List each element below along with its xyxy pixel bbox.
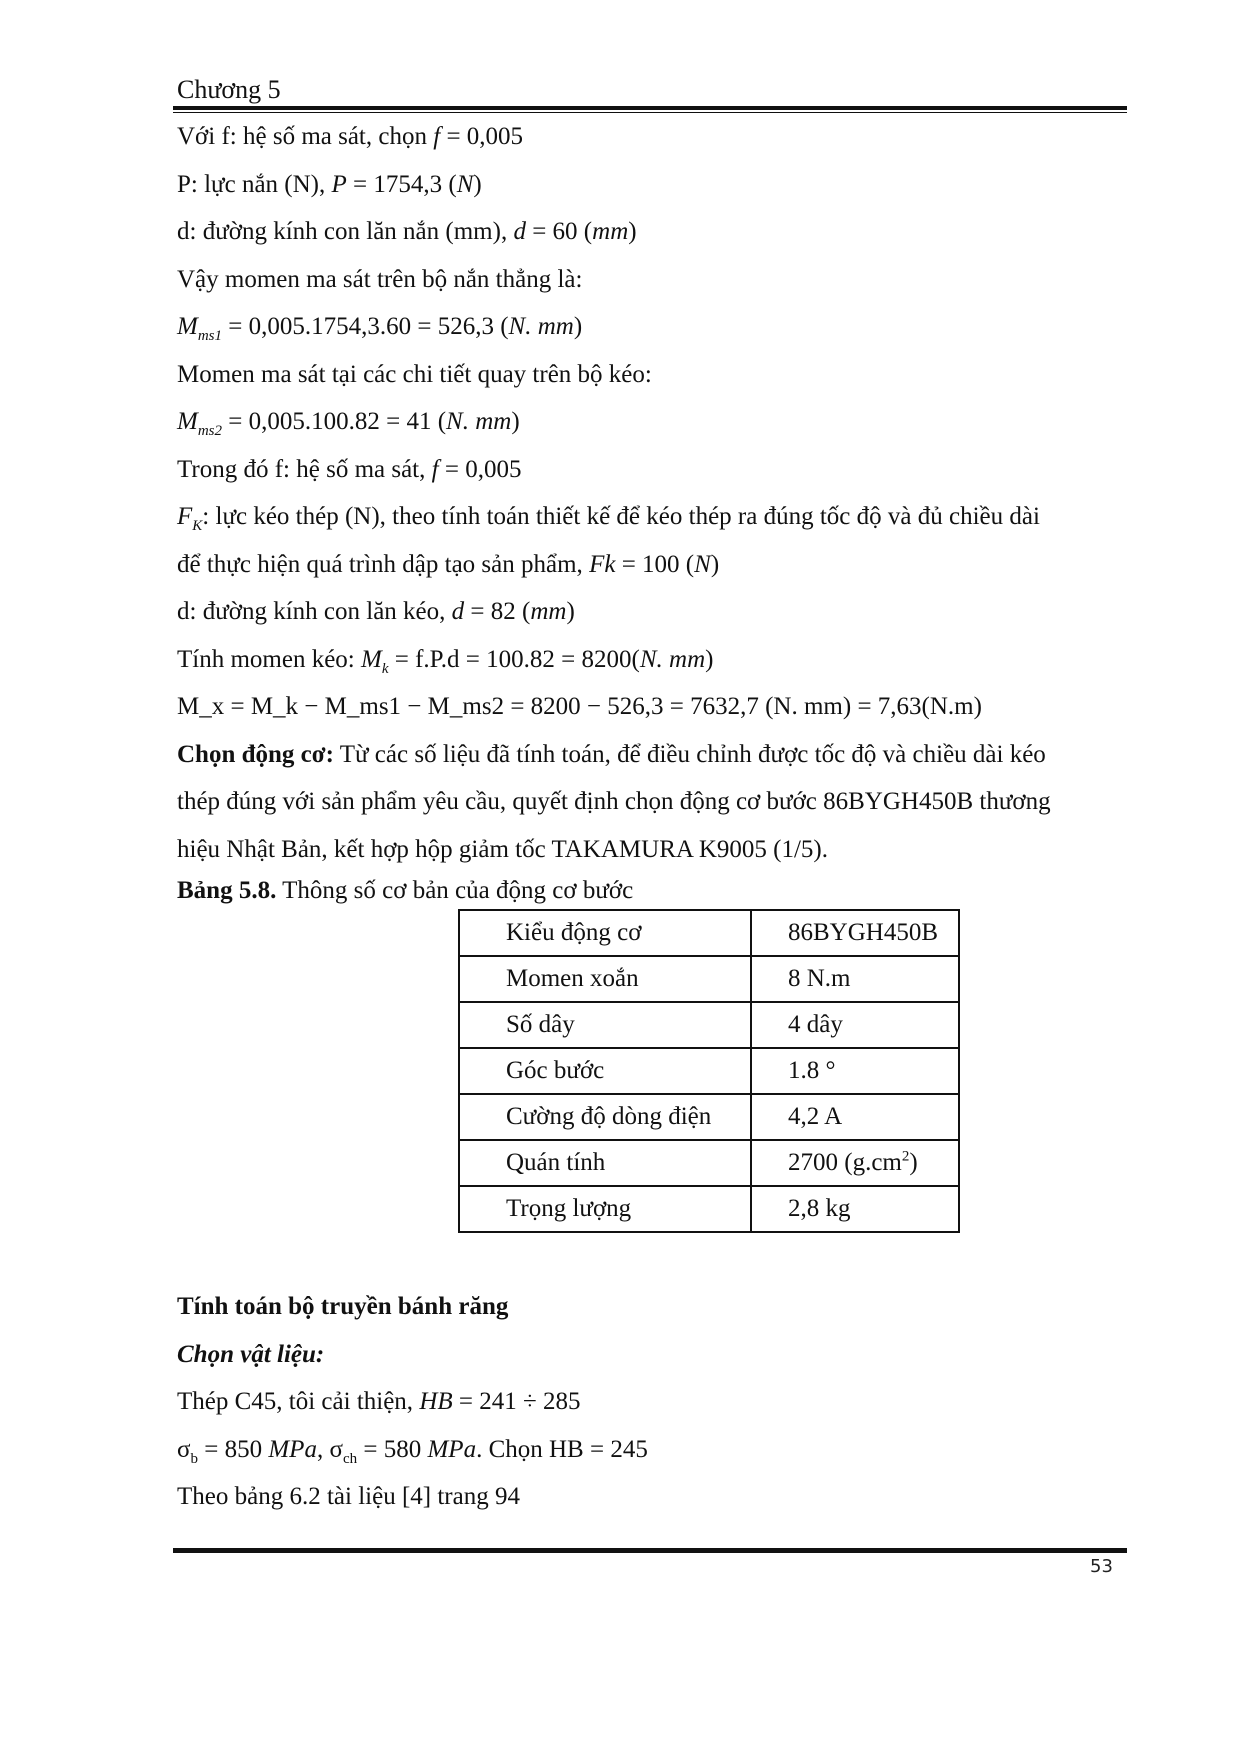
motor-paragraph-line: hiệu Nhật Bản, kết hợp hộp giảm tốc TAKAMURA K9005 (1/5). bbox=[177, 835, 828, 863]
text-line: Trong đó f: hệ số ma sát, f = 0,005 bbox=[177, 455, 522, 483]
formula-mms2: $M_{ms2} = 0,005.100.82 = 41$ (N. mm) bbox=[177, 408, 520, 439]
table-row bbox=[459, 1186, 959, 1232]
value-cell: 1.8 ° bbox=[751, 1048, 959, 1094]
motor-spec-table bbox=[458, 909, 960, 1233]
value-cell: 86BYGH450B bbox=[751, 910, 959, 956]
param-cell: Momen xoắn bbox=[459, 956, 751, 1002]
table-row bbox=[459, 1048, 959, 1094]
section-heading: Tính toán bộ truyền bánh răng bbox=[177, 1293, 509, 1320]
table-row bbox=[459, 1140, 959, 1186]
value-cell: 4 dây bbox=[751, 1002, 959, 1048]
param-cell: Góc bước bbox=[459, 1048, 751, 1094]
motor-paragraph: Chọn động cơ: Từ các số liệu đã tính toán, để điều chỉnh được tốc độ và chiều dài kéo bbox=[177, 740, 1046, 768]
text-line: $F_K$: lực kéo thép (N), theo tính toán thiết kế để kéo thép ra đúng tốc độ và đủ chiều dài bbox=[177, 503, 1040, 534]
param-cell: Cường độ dòng điện bbox=[459, 1094, 751, 1140]
param-cell: Trọng lượng bbox=[459, 1186, 751, 1232]
formula-mk: Tính momen kéo: $M_k = f.P.d = 100.82 = 8200(N$. mm) bbox=[177, 645, 714, 677]
text-line: d: đường kính con lăn nắn (mm), d = 60 (mm) bbox=[177, 218, 637, 245]
table-caption: Bảng 5.8. Thông số cơ bản của động cơ bước bbox=[177, 877, 634, 904]
footer-rule bbox=[173, 1548, 1127, 1553]
header-rule bbox=[173, 106, 1127, 110]
gear-section bbox=[177, 1283, 1129, 1521]
table-row bbox=[459, 1094, 959, 1140]
text-line: Vậy momen ma sát trên bộ nắn thẳng là: bbox=[177, 265, 583, 293]
formula-mx: M_x = M_k − M_ms1 − M_ms2 = 8200 − 526,3 = 7632,7 (N. mm) = 7,63(N.m) bbox=[177, 693, 982, 720]
text-line: $\sigma_b = 850$ MPa, $\sigma_{ch} = 580$ MPa. Chọn HB = 245 bbox=[177, 1435, 648, 1467]
table-row bbox=[459, 1002, 959, 1048]
value-cell: 2700 $(g.cm^2)$ bbox=[751, 1140, 959, 1186]
text-line: d: đường kính con lăn kéo, d = 82 (mm) bbox=[177, 598, 575, 625]
formula-mms1: $M_{ms1} = 0,005.1754,3.60 = 526,3$ (N. mm) bbox=[177, 313, 583, 344]
text-line: Thép C45, tôi cải thiện, HB = 241 ÷ 285 bbox=[177, 1388, 581, 1415]
body-text bbox=[177, 113, 1129, 873]
param-cell: Số dây bbox=[459, 1002, 751, 1048]
value-cell: 8 N.m bbox=[751, 956, 959, 1002]
text-line: P: lực nắn (N), P = 1754,3 (N) bbox=[177, 170, 482, 198]
text-line: Theo bảng 6.2 tài liệu [4] trang 94 bbox=[177, 1483, 520, 1510]
table-row bbox=[459, 910, 959, 956]
table-row bbox=[459, 956, 959, 1002]
motor-paragraph-line: thép đúng với sản phẩm yêu cầu, quyết định chọn động cơ bước 86BYGH450B thương bbox=[177, 788, 1051, 815]
page-number: 53 bbox=[1090, 1556, 1113, 1577]
text-line: Momen ma sát tại các chi tiết quay trên bộ kéo: bbox=[177, 360, 652, 388]
value-cell: 4,2 A bbox=[751, 1094, 959, 1140]
param-cell: Kiểu động cơ bbox=[459, 910, 751, 956]
text-line: để thực hiện quá trình dập tạo sản phẩm, Fk = 100 (N) bbox=[177, 550, 720, 578]
text-line: Với f: hệ số ma sát, chọn f = 0,005 bbox=[177, 123, 524, 150]
section-subheading: Chọn vật liệu: bbox=[177, 1340, 325, 1368]
param-cell: Quán tính bbox=[459, 1140, 751, 1186]
value-cell: 2,8 kg bbox=[751, 1186, 959, 1232]
chapter-title: Chương 5 bbox=[177, 75, 281, 104]
